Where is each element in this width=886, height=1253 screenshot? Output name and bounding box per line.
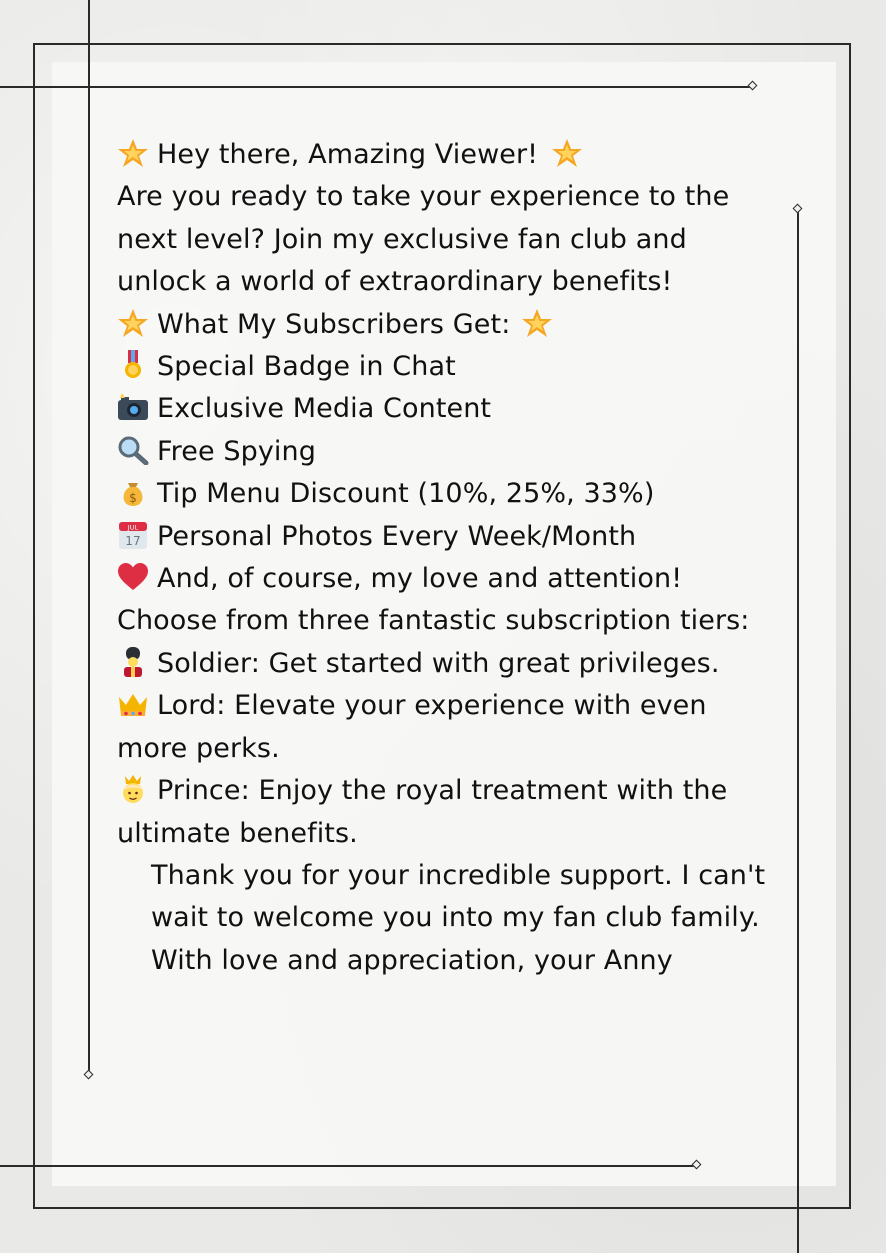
decor-line-left [88,0,90,1074]
signoff-line [117,940,777,982]
decor-line-right [797,210,799,1253]
greeting-line [117,134,777,176]
benefit-item [117,516,777,558]
benefit-text: And, of course, my love and attention! [157,563,683,595]
benefits-heading-line [117,304,777,346]
camera-flash-icon [117,392,149,422]
benefit-item [117,558,777,600]
tier-item [117,770,777,855]
glowing-star-icon [117,308,149,338]
tiers-intro: Choose from three fantastic subscription tiers: [117,605,750,637]
svg-text:$: $ [129,491,137,506]
medal-icon [117,350,149,380]
money-bag-icon [117,477,149,507]
decor-line-top [0,86,752,88]
calendar-icon [117,520,149,550]
benefit-item [117,388,777,430]
svg-text:17: 17 [125,533,141,548]
prince-icon [117,774,149,804]
magnifier-icon [117,435,149,465]
tier-text: Lord: Elevate your experience with even more perks. [117,690,716,764]
benefit-text: Free Spying [157,435,316,467]
thanks-text: Thank you for your incredible support. I can't wait to welcome you into my fan club family. [151,859,774,934]
benefits-heading: What My Subscribers Get: [157,308,511,340]
benefit-text: Personal Photos Every Week/Month [157,520,637,552]
crown-icon [117,689,149,719]
intro-paragraph: Are you ready to take your experience to the next level? Join my exclusive fan club and unlock a world of extraordinary benefits! [117,181,739,298]
svg-text:JUL: JUL [127,523,139,532]
tier-text: Soldier: Get started with great privileges. [157,647,720,679]
red-heart-icon [117,562,149,592]
decor-line-bottom [0,1165,696,1167]
glowing-star-icon [521,308,553,338]
tier-text: Prince: Enjoy the royal treatment with the ultimate benefits. [117,775,737,849]
benefit-text: Exclusive Media Content [157,393,492,425]
greeting-text: Hey there, Amazing Viewer! [157,139,539,170]
benefit-text: Tip Menu Discount (10%, 25%, 33%) [157,478,655,510]
benefit-item [117,431,777,473]
signoff-text: With love and appreciation, your Anny [151,944,673,976]
guard-icon [117,647,149,677]
glowing-star-icon [551,138,583,168]
benefit-text: Special Badge in Chat [157,351,456,383]
tier-item [117,643,777,685]
glowing-star-icon [117,138,149,168]
benefit-item [117,473,777,515]
letter-content [117,134,777,982]
thanks-paragraph [117,855,777,940]
tier-item [117,685,777,770]
benefit-item [117,346,777,388]
